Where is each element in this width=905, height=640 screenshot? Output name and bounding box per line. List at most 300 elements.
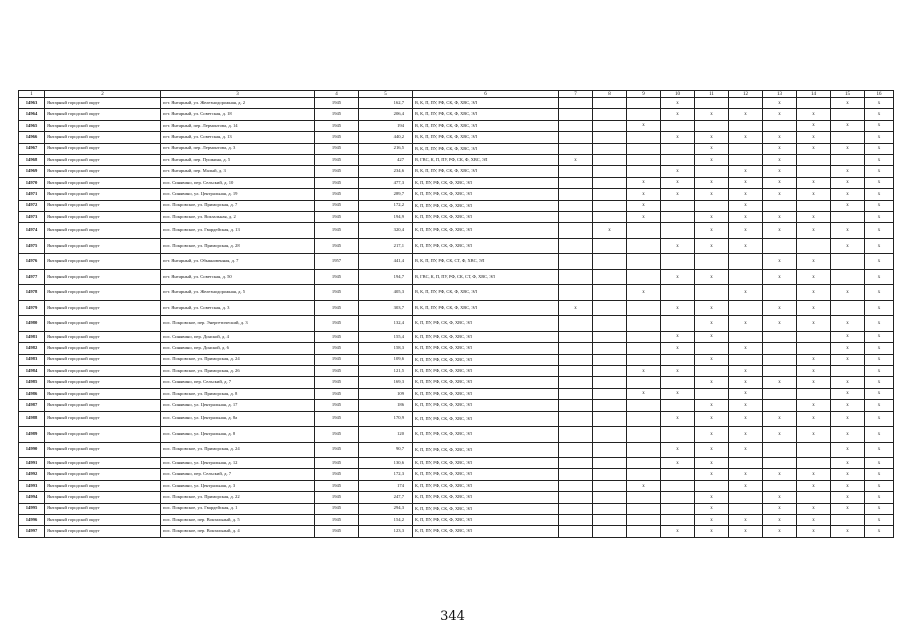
cell-mark-col-16: х (865, 189, 894, 200)
cell-mark-col-8 (593, 400, 627, 411)
table-row (19, 211, 894, 222)
cell-mark-col-14 (797, 98, 831, 109)
cell-mark-col-8 (593, 300, 627, 316)
cell-area: 247,7 (359, 492, 413, 503)
cell-mark-col-11: х (695, 189, 729, 200)
cell-mark-col-7 (559, 211, 593, 222)
cell-systems: В, ГВС, К, П, ПУ, РФ, СК, Ф, ХВС, ЭЛ (413, 154, 559, 165)
cell-mark-col-8 (593, 514, 627, 525)
cell-mark-col-14: х (797, 143, 831, 154)
cell-area: 155,4 (359, 331, 413, 342)
cell-district: Янтарный городской округ (45, 143, 161, 154)
cell-mark-col-10 (661, 354, 695, 365)
cell-systems: К, П, ПУ, РФ, СК, Ф, ХВС, ЭЛ (413, 343, 559, 354)
cell-mark-col-8 (593, 526, 627, 537)
cell-mark-col-15 (831, 109, 865, 120)
cell-mark-col-13 (763, 354, 797, 365)
cell-area: 170,9 (359, 411, 413, 427)
cell-mark-col-12 (729, 354, 763, 365)
cell-id: 14965 (19, 120, 45, 131)
cell-mark-col-10: х (661, 365, 695, 376)
cell-mark-col-7 (559, 238, 593, 254)
cell-mark-col-15: х (831, 316, 865, 332)
cell-id: 14972 (19, 200, 45, 211)
cell-mark-col-8: х (593, 223, 627, 239)
cell-systems: К, П, ПУ, РФ, СК, Ф, ХВС, ЭЛ (413, 400, 559, 411)
cell-district: Янтарный городской округ (45, 154, 161, 165)
cell-mark-col-11 (695, 388, 729, 399)
cell-district: Янтарный городской округ (45, 223, 161, 239)
cell-district: Янтарный городской округ (45, 300, 161, 316)
cell-year: 1945 (315, 458, 359, 469)
cell-year: 1945 (315, 120, 359, 131)
cell-mark-col-10: х (661, 458, 695, 469)
cell-district: Янтарный городской округ (45, 377, 161, 388)
cell-year: 1945 (315, 211, 359, 222)
cell-id: 14975 (19, 238, 45, 254)
table-row (19, 458, 894, 469)
cell-mark-col-13 (763, 388, 797, 399)
cell-id: 14986 (19, 388, 45, 399)
cell-mark-col-7 (559, 285, 593, 301)
cell-year: 1945 (315, 514, 359, 525)
cell-mark-col-16: х (865, 211, 894, 222)
cell-address: пос. Покровское, ул. Гвардейская, д. 1 (161, 503, 315, 514)
cell-id: 14970 (19, 177, 45, 188)
cell-mark-col-15: х (831, 238, 865, 254)
cell-mark-col-9 (627, 411, 661, 427)
cell-mark-col-13: х (763, 269, 797, 285)
cell-mark-col-15: х (831, 166, 865, 177)
table-row (19, 503, 894, 514)
cell-mark-col-10 (661, 254, 695, 270)
cell-year: 1945 (315, 442, 359, 458)
cell-address: пос. Покровское, ул. Приморская, д. 24 (161, 442, 315, 458)
cell-mark-col-11 (695, 120, 729, 131)
cell-mark-col-13: х (763, 300, 797, 316)
cell-mark-col-13 (763, 400, 797, 411)
cell-mark-col-14: х (797, 503, 831, 514)
cell-mark-col-8 (593, 316, 627, 332)
cell-id: 14964 (19, 109, 45, 120)
cell-mark-col-10 (661, 143, 695, 154)
cell-mark-col-16: х (865, 331, 894, 342)
cell-systems: В, К, П, ПУ, РФ, СК, Ф, ХВС, ЭЛ (413, 300, 559, 316)
cell-mark-col-16: х (865, 354, 894, 365)
column-header-14: 14 (797, 91, 831, 98)
cell-mark-col-16: х (865, 427, 894, 443)
cell-mark-col-8 (593, 211, 627, 222)
cell-mark-col-14: х (797, 269, 831, 285)
cell-mark-col-10: х (661, 388, 695, 399)
cell-year: 1945 (315, 269, 359, 285)
cell-area: 441,4 (359, 254, 413, 270)
cell-mark-col-11: х (695, 211, 729, 222)
cell-year: 1957 (315, 254, 359, 270)
cell-year: 1945 (315, 177, 359, 188)
cell-address: пгт. Янтарный, ул. Советская, д. 13 (161, 132, 315, 143)
cell-district: Янтарный городской округ (45, 238, 161, 254)
cell-area: 405,3 (359, 285, 413, 301)
cell-systems: К, П, ПУ, РФ, СК, Ф, ХВС, ЭЛ (413, 427, 559, 443)
column-header-16: 16 (865, 91, 894, 98)
cell-mark-col-9 (627, 109, 661, 120)
cell-mark-col-15: х (831, 458, 865, 469)
cell-district: Янтарный городской округ (45, 269, 161, 285)
cell-mark-col-10 (661, 400, 695, 411)
cell-mark-col-15 (831, 154, 865, 165)
cell-mark-col-9 (627, 458, 661, 469)
cell-mark-col-9: х (627, 189, 661, 200)
cell-mark-col-15: х (831, 411, 865, 427)
cell-mark-col-14: х (797, 411, 831, 427)
table-row (19, 365, 894, 376)
cell-mark-col-8 (593, 469, 627, 480)
cell-mark-col-10 (661, 154, 695, 165)
cell-year: 1945 (315, 238, 359, 254)
cell-systems: К, П, ПУ, РФ, СК, Ф, ХВС, ЭЛ (413, 458, 559, 469)
cell-mark-col-12: х (729, 388, 763, 399)
cell-systems: В, ГВС, К, П, ПУ, РФ, СК, СТ, Ф, ХВС, ЭЛ (413, 269, 559, 285)
cell-mark-col-9 (627, 469, 661, 480)
cell-district: Янтарный городской округ (45, 211, 161, 222)
cell-id: 14993 (19, 480, 45, 491)
cell-mark-col-14 (797, 492, 831, 503)
cell-address: пос. Покровское, пер. Энергетический, д. 3 (161, 316, 315, 332)
cell-systems: К, П, ПУ, РФ, СК, Ф, ХВС, ЭЛ (413, 200, 559, 211)
cell-systems: К, П, ПУ, РФ, СК, Ф, ХВС, ЭЛ (413, 189, 559, 200)
cell-mark-col-7 (559, 132, 593, 143)
cell-systems: К, П, ПУ, РФ, СК, Ф, ХВС, ЭЛ (413, 480, 559, 491)
cell-systems: К, П, ПУ, РФ, СК, Ф, ХВС, ЭЛ (413, 316, 559, 332)
cell-systems: К, П, ПУ, РФ, СК, Ф, ХВС, ЭЛ (413, 388, 559, 399)
cell-mark-col-16: х (865, 480, 894, 491)
cell-district: Янтарный городской округ (45, 285, 161, 301)
cell-mark-col-14 (797, 238, 831, 254)
cell-mark-col-8 (593, 354, 627, 365)
cell-mark-col-12: х (729, 316, 763, 332)
cell-mark-col-8 (593, 427, 627, 443)
cell-area: 320,4 (359, 223, 413, 239)
cell-mark-col-16: х (865, 343, 894, 354)
cell-area: 132,4 (359, 316, 413, 332)
cell-mark-col-7 (559, 365, 593, 376)
cell-mark-col-13: х (763, 132, 797, 143)
cell-year: 1945 (315, 388, 359, 399)
table-row (19, 400, 894, 411)
cell-mark-col-9 (627, 377, 661, 388)
cell-mark-col-8 (593, 143, 627, 154)
cell-address: пгт. Янтарный, ул. Железнодорожная, д. 5 (161, 285, 315, 301)
cell-mark-col-15: х (831, 492, 865, 503)
cell-mark-col-14 (797, 154, 831, 165)
cell-mark-col-10: х (661, 411, 695, 427)
cell-mark-col-8 (593, 238, 627, 254)
cell-mark-col-15 (831, 211, 865, 222)
cell-year: 1945 (315, 154, 359, 165)
cell-mark-col-9 (627, 269, 661, 285)
cell-mark-col-8 (593, 132, 627, 143)
cell-address: пос. Покровское, ул. Приморская, д. 28 (161, 238, 315, 254)
table-row (19, 98, 894, 109)
cell-mark-col-11: х (695, 238, 729, 254)
cell-mark-col-13: х (763, 316, 797, 332)
cell-mark-col-8 (593, 109, 627, 120)
cell-id: 14963 (19, 98, 45, 109)
column-header-10: 10 (661, 91, 695, 98)
cell-district: Янтарный городской округ (45, 189, 161, 200)
cell-mark-col-7 (559, 316, 593, 332)
cell-mark-col-10 (661, 211, 695, 222)
table-row (19, 120, 894, 131)
cell-id: 14985 (19, 377, 45, 388)
cell-mark-col-14: х (797, 300, 831, 316)
cell-address: пос. Покровское, ул. Приморская, д. 24 (161, 354, 315, 365)
cell-mark-col-8 (593, 377, 627, 388)
cell-district: Янтарный городской округ (45, 411, 161, 427)
cell-mark-col-15 (831, 254, 865, 270)
cell-mark-col-14: х (797, 365, 831, 376)
cell-year: 1945 (315, 109, 359, 120)
column-header-11: 11 (695, 91, 729, 98)
cell-mark-col-13: х (763, 109, 797, 120)
cell-mark-col-11: х (695, 143, 729, 154)
cell-year: 1945 (315, 300, 359, 316)
cell-mark-col-9 (627, 503, 661, 514)
cell-mark-col-7 (559, 223, 593, 239)
cell-mark-col-14: х (797, 427, 831, 443)
cell-mark-col-7 (559, 177, 593, 188)
cell-mark-col-11: х (695, 300, 729, 316)
cell-mark-col-16: х (865, 166, 894, 177)
cell-mark-col-9: х (627, 177, 661, 188)
cell-year: 1945 (315, 316, 359, 332)
cell-mark-col-10: х (661, 166, 695, 177)
cell-mark-col-9 (627, 98, 661, 109)
cell-mark-col-10 (661, 480, 695, 491)
cell-systems: К, П, ПУ, РФ, СК, Ф, ХВС, ЭЛ (413, 365, 559, 376)
table-row (19, 254, 894, 270)
cell-mark-col-7 (559, 269, 593, 285)
cell-district: Янтарный городской округ (45, 177, 161, 188)
cell-district: Янтарный городской округ (45, 331, 161, 342)
cell-mark-col-11 (695, 343, 729, 354)
column-header-12: 12 (729, 91, 763, 98)
cell-mark-col-12 (729, 503, 763, 514)
cell-mark-col-12 (729, 98, 763, 109)
page-number: 344 (440, 609, 465, 624)
cell-area: 154,2 (359, 514, 413, 525)
cell-mark-col-7 (559, 442, 593, 458)
cell-mark-col-13: х (763, 211, 797, 222)
cell-mark-col-11: х (695, 400, 729, 411)
cell-mark-col-14: х (797, 177, 831, 188)
cell-address: пос. Покровское, ул. Приморская, д. 7 (161, 200, 315, 211)
cell-mark-col-10 (661, 223, 695, 239)
cell-id: 14979 (19, 300, 45, 316)
cell-mark-col-7 (559, 200, 593, 211)
cell-year: 1945 (315, 200, 359, 211)
cell-area: 162,7 (359, 98, 413, 109)
column-header-4: 4 (315, 91, 359, 98)
cell-mark-col-16: х (865, 223, 894, 239)
cell-area: 194,7 (359, 269, 413, 285)
cell-mark-col-16: х (865, 154, 894, 165)
cell-mark-col-12 (729, 492, 763, 503)
cell-mark-col-11: х (695, 526, 729, 537)
cell-area: 158,3 (359, 343, 413, 354)
cell-address: пгт. Янтарный, ул. Советская, д. 18 (161, 109, 315, 120)
cell-mark-col-7 (559, 514, 593, 525)
cell-mark-col-7 (559, 331, 593, 342)
cell-mark-col-11: х (695, 316, 729, 332)
cell-mark-col-11: х (695, 492, 729, 503)
cell-mark-col-7 (559, 166, 593, 177)
cell-address: пос. Покровское, ул. Гвардейская, д. 13 (161, 223, 315, 239)
cell-address: пос. Синявино, пер. Сельский, д. 10 (161, 177, 315, 188)
cell-systems: В, К, П, ПУ, РФ, СК, Ф, ХВС, ЭЛ (413, 285, 559, 301)
cell-systems: К, П, ПУ, РФ, СК, Ф, ХВС, ЭЛ (413, 503, 559, 514)
table-header (19, 91, 894, 98)
cell-mark-col-9 (627, 331, 661, 342)
cell-area: 174 (359, 480, 413, 491)
cell-address: пос. Синявино, ул. Центральная, д. 17 (161, 400, 315, 411)
cell-id: 14990 (19, 442, 45, 458)
cell-mark-col-15: х (831, 377, 865, 388)
cell-mark-col-15: х (831, 503, 865, 514)
cell-mark-col-15: х (831, 189, 865, 200)
cell-mark-col-7 (559, 480, 593, 491)
cell-mark-col-9 (627, 492, 661, 503)
cell-mark-col-11: х (695, 442, 729, 458)
cell-mark-col-8 (593, 200, 627, 211)
cell-mark-col-11 (695, 254, 729, 270)
cell-id: 14989 (19, 427, 45, 443)
cell-year: 1945 (315, 285, 359, 301)
cell-year: 1945 (315, 132, 359, 143)
table-body (19, 98, 894, 538)
cell-mark-col-15 (831, 269, 865, 285)
cell-mark-col-16: х (865, 120, 894, 131)
cell-mark-col-9: х (627, 120, 661, 131)
cell-mark-col-9 (627, 300, 661, 316)
cell-id: 14969 (19, 166, 45, 177)
cell-mark-col-10: х (661, 331, 695, 342)
cell-mark-col-13: х (763, 189, 797, 200)
column-header-1: 1 (19, 91, 45, 98)
cell-mark-col-7 (559, 427, 593, 443)
cell-mark-col-9 (627, 166, 661, 177)
cell-area: 206,4 (359, 109, 413, 120)
cell-mark-col-16: х (865, 132, 894, 143)
cell-id: 14982 (19, 343, 45, 354)
cell-area: 90,7 (359, 442, 413, 458)
cell-mark-col-7 (559, 343, 593, 354)
cell-mark-col-11 (695, 480, 729, 491)
table-row (19, 427, 894, 443)
cell-mark-col-12: х (729, 343, 763, 354)
cell-mark-col-12 (729, 300, 763, 316)
cell-mark-col-15: х (831, 400, 865, 411)
cell-mark-col-10: х (661, 442, 695, 458)
column-header-7: 7 (559, 91, 593, 98)
cell-mark-col-7 (559, 109, 593, 120)
cell-mark-col-13: х (763, 143, 797, 154)
cell-area: 216,5 (359, 143, 413, 154)
cell-mark-col-16: х (865, 254, 894, 270)
cell-district: Янтарный городской округ (45, 458, 161, 469)
cell-mark-col-7 (559, 377, 593, 388)
cell-mark-col-10: х (661, 526, 695, 537)
table-row (19, 285, 894, 301)
cell-mark-col-14: х (797, 189, 831, 200)
cell-mark-col-12: х (729, 132, 763, 143)
cell-id: 14987 (19, 400, 45, 411)
cell-mark-col-13: х (763, 98, 797, 109)
cell-address: пгт. Янтарный, ул. Советская, д. 50 (161, 269, 315, 285)
table-row (19, 177, 894, 188)
cell-mark-col-10 (661, 514, 695, 525)
cell-area: 194 (359, 120, 413, 131)
cell-mark-col-16: х (865, 442, 894, 458)
cell-mark-col-12: х (729, 109, 763, 120)
cell-mark-col-15: х (831, 200, 865, 211)
column-header-2: 2 (45, 91, 161, 98)
cell-year: 1945 (315, 98, 359, 109)
table-row (19, 331, 894, 342)
cell-mark-col-9 (627, 254, 661, 270)
cell-systems: К, П, ПУ, РФ, СК, Ф, ХВС, ЭЛ (413, 211, 559, 222)
cell-mark-col-11: х (695, 411, 729, 427)
table-row (19, 143, 894, 154)
cell-area: 303,7 (359, 300, 413, 316)
cell-mark-col-16: х (865, 400, 894, 411)
cell-mark-col-8 (593, 492, 627, 503)
column-number-row (19, 91, 894, 98)
cell-mark-col-10 (661, 120, 695, 131)
cell-mark-col-13: х (763, 377, 797, 388)
cell-mark-col-13: х (763, 166, 797, 177)
cell-mark-col-14: х (797, 526, 831, 537)
cell-address: пос. Синявино, ул. Центральная, д. 12 (161, 458, 315, 469)
cell-mark-col-9 (627, 238, 661, 254)
cell-mark-col-15: х (831, 469, 865, 480)
table-row (19, 469, 894, 480)
cell-systems: К, П, ПУ, РФ, СК, Ф, ХВС, ЭЛ (413, 354, 559, 365)
cell-mark-col-13: х (763, 427, 797, 443)
cell-mark-col-13: х (763, 514, 797, 525)
cell-id: 14966 (19, 132, 45, 143)
cell-mark-col-8 (593, 458, 627, 469)
cell-mark-col-7 (559, 411, 593, 427)
cell-district: Янтарный городской округ (45, 514, 161, 525)
cell-mark-col-10: х (661, 300, 695, 316)
cell-mark-col-13: х (763, 469, 797, 480)
cell-mark-col-8 (593, 388, 627, 399)
cell-mark-col-10: х (661, 189, 695, 200)
cell-address: пгт. Янтарный, пер. Малый, д. 3 (161, 166, 315, 177)
registry-table (18, 90, 894, 538)
cell-systems: К, П, ПУ, РФ, СК, Ф, ХВС, ЭЛ (413, 514, 559, 525)
cell-mark-col-12: х (729, 223, 763, 239)
cell-mark-col-15: х (831, 331, 865, 342)
cell-area: 109 (359, 388, 413, 399)
cell-district: Янтарный городской округ (45, 400, 161, 411)
cell-mark-col-11: х (695, 427, 729, 443)
cell-mark-col-7 (559, 143, 593, 154)
cell-mark-col-11: х (695, 469, 729, 480)
cell-address: пос. Синявино, пер. Сельский, д. 7 (161, 377, 315, 388)
